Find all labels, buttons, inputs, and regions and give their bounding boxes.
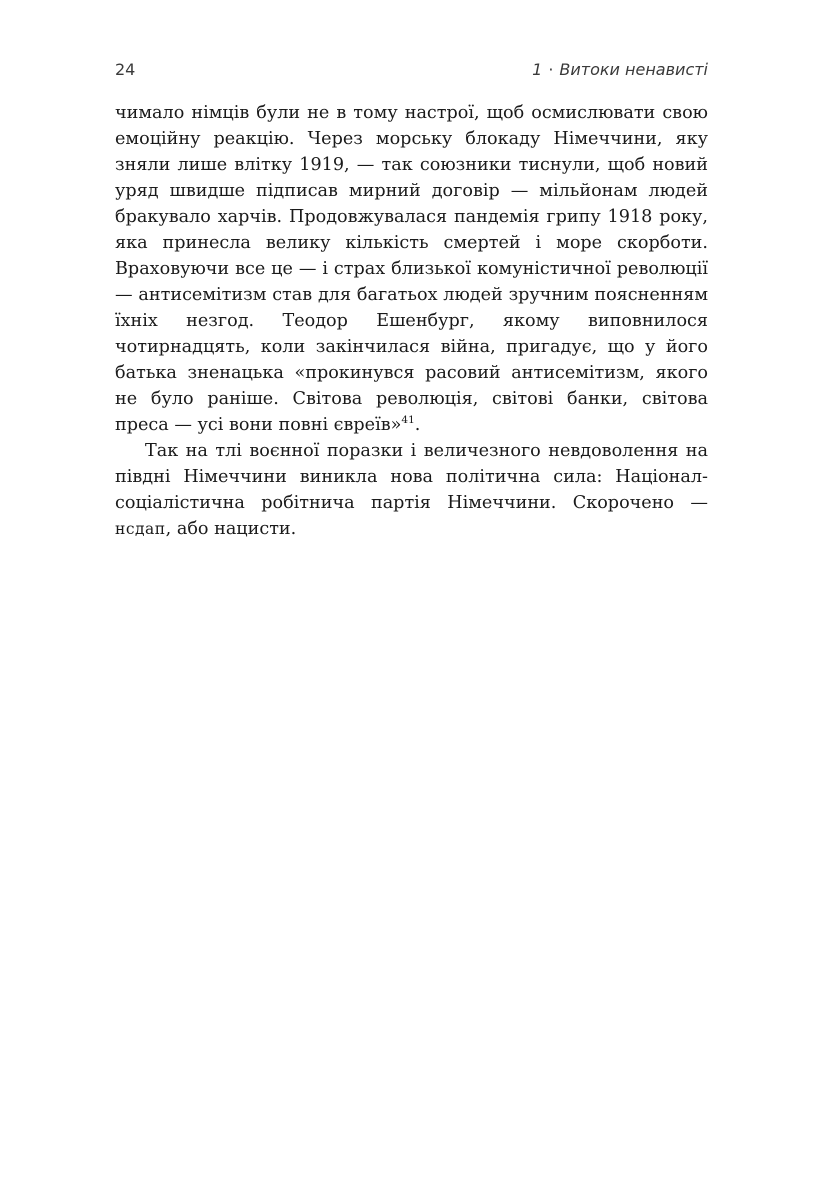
party-abbreviation: нсдап — [115, 520, 166, 538]
paragraph-1-text: чимало німців були не в тому настрої, щоб осмислювати свою емоційну реакцію. Через морську блокаду Німеччини, яку зняли лише влітку 1919, — так союзники тиснули, щоб новий уряд швидше підписав мирний договір — мільйонам людей бракувало харчів. Продовжувалася пандемія грипу 1918 року, яка принесла велику кількість смертей і море скорботи. Враховуючи все це — і страх близької комуністичної революції — антисемітизм став для багатьох людей зручним поясненням їхніх незгод. Теодор Ешенбург, якому виповнилося чотирнадцять, коли закінчилася війна, пригадує, що у його батька зненацька «прокинувся расовий антисемітизм, якого не було раніше. Світова революція, світові банки, світова преса — усі вони повні євреїв» — [115, 103, 708, 435]
paragraph-2 — [115, 438, 708, 542]
header-separator: · — [548, 60, 554, 79]
paragraph-2-text-before: Так на тлі воєнної поразки і величезного невдоволення на півдні Німеччини виникла нова політична сила: Націонал-соціалістична робітнича партія Німеччини. Скорочено — — [115, 441, 708, 513]
page-number: 24 — [115, 60, 136, 79]
paragraph-2-text-after: , або нацисти. — [165, 519, 297, 539]
running-title — [532, 60, 708, 79]
chapter-title: Витоки ненависті — [559, 60, 708, 79]
page-header — [115, 60, 708, 88]
footnote-reference: 41 — [401, 414, 415, 427]
chapter-number: 1 — [532, 60, 543, 79]
paragraph-1 — [115, 100, 708, 438]
paragraph-1-ending: . — [414, 415, 421, 435]
body-text — [115, 100, 708, 542]
